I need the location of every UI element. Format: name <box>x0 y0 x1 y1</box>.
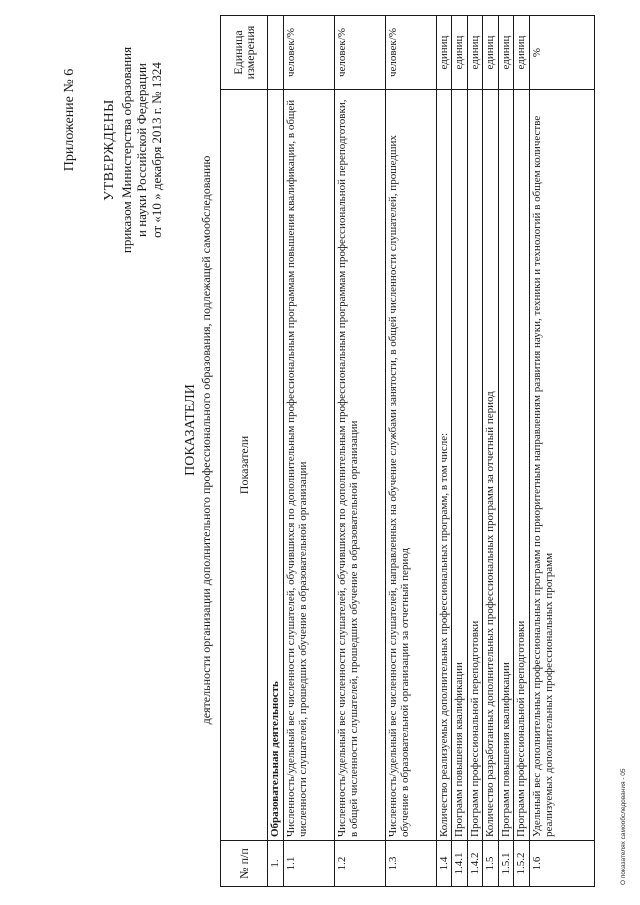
table-row <box>385 16 436 887</box>
row-indicator: Программ повышения квалификации <box>498 90 514 841</box>
table-row <box>283 16 334 887</box>
table-row <box>529 16 594 887</box>
table-row <box>334 16 385 887</box>
table-row <box>452 16 468 887</box>
row-indicator: Численность/удельный вес численности слушателей, обучившихся по дополнительным профессиональным программам повышения квалификации, в общей численности слушателей, прошедших обучение в образовательной организации <box>283 90 334 841</box>
header-indicator: Показатели <box>221 90 268 841</box>
approval-block <box>102 35 164 265</box>
table-row <box>467 16 483 887</box>
indicators-table <box>220 15 595 887</box>
row-number: 1.5 <box>483 841 499 887</box>
row-unit: единиц <box>514 16 530 90</box>
table-header-row <box>221 16 268 887</box>
document-subtitle: деятельности организации дополнительного профессионального образования, подлежащей самообследованию <box>199 155 213 725</box>
row-unit: единиц <box>467 16 483 90</box>
row-unit: % <box>529 16 594 90</box>
row-number: 1.4.1 <box>452 841 468 887</box>
row-unit: человек/% <box>283 16 334 90</box>
table-row <box>268 16 284 887</box>
header-unit: Единица измерения <box>221 16 268 90</box>
row-indicator: Численность/удельный вес численности слушателей, обучившихся по дополнительным профессиональным программам профессиональной переподготовки, в общей численности слушателей, прошедших обучение в образовательной организации <box>334 90 385 841</box>
row-unit: единиц <box>436 16 452 90</box>
row-number: 1.4 <box>436 841 452 887</box>
approval-line-2: и науки Российской Федерации <box>134 63 149 238</box>
row-indicator: Программ профессиональной переподготовки <box>514 90 530 841</box>
table-row <box>498 16 514 887</box>
row-unit: единиц <box>452 16 468 90</box>
row-unit: единиц <box>483 16 499 90</box>
annex-number: Приложение № 6 <box>62 68 77 172</box>
approval-heading: УТВЕРЖДЕНЫ <box>102 99 117 201</box>
row-number: 1.2 <box>334 841 385 887</box>
row-number: 1. <box>268 841 284 887</box>
approval-line-3: от «10 » декабря 2013 г. № 1324 <box>149 62 164 238</box>
row-indicator: Удельный вес дополнительных профессиональных программ по приоритетным направлениям развития науки, техники и технологий в общем количестве реализуемых дополнительных профессиональных программ <box>529 90 594 841</box>
row-unit: человек/% <box>385 16 436 90</box>
table-row <box>436 16 452 887</box>
row-unit: человек/% <box>334 16 385 90</box>
footer-note: О показателях самообследования - 05 <box>620 768 627 885</box>
row-unit <box>268 16 284 90</box>
approval-line-1: приказом Министерства образования <box>119 46 134 254</box>
row-number: 1.6 <box>529 841 594 887</box>
header-number: № п/п <box>221 841 268 887</box>
table-row <box>483 16 499 887</box>
row-indicator: Программ повышения квалификации <box>452 90 468 841</box>
document-title: ПОКАЗАТЕЛИ <box>183 384 198 476</box>
table-row <box>514 16 530 887</box>
row-number: 1.3 <box>385 841 436 887</box>
row-indicator: Численность/удельный вес численности слушателей, направленных на обучение службами занятости, в общей численности слушателей, прошедших обучение в образовательной организации за отчетный период <box>385 90 436 841</box>
row-indicator: Количество реализуемых дополнительных профессиональных программ, в том числе: <box>436 90 452 841</box>
row-unit: единиц <box>498 16 514 90</box>
row-indicator: Программ профессиональной переподготовки <box>467 90 483 841</box>
row-indicator: Образовательная деятельность <box>268 90 284 841</box>
row-number: 1.1 <box>283 841 334 887</box>
row-indicator: Количество разработанных дополнительных профессиональных программ за отчетный период <box>483 90 499 841</box>
row-number: 1.5.2 <box>514 841 530 887</box>
row-number: 1.5.1 <box>498 841 514 887</box>
row-number: 1.4.2 <box>467 841 483 887</box>
